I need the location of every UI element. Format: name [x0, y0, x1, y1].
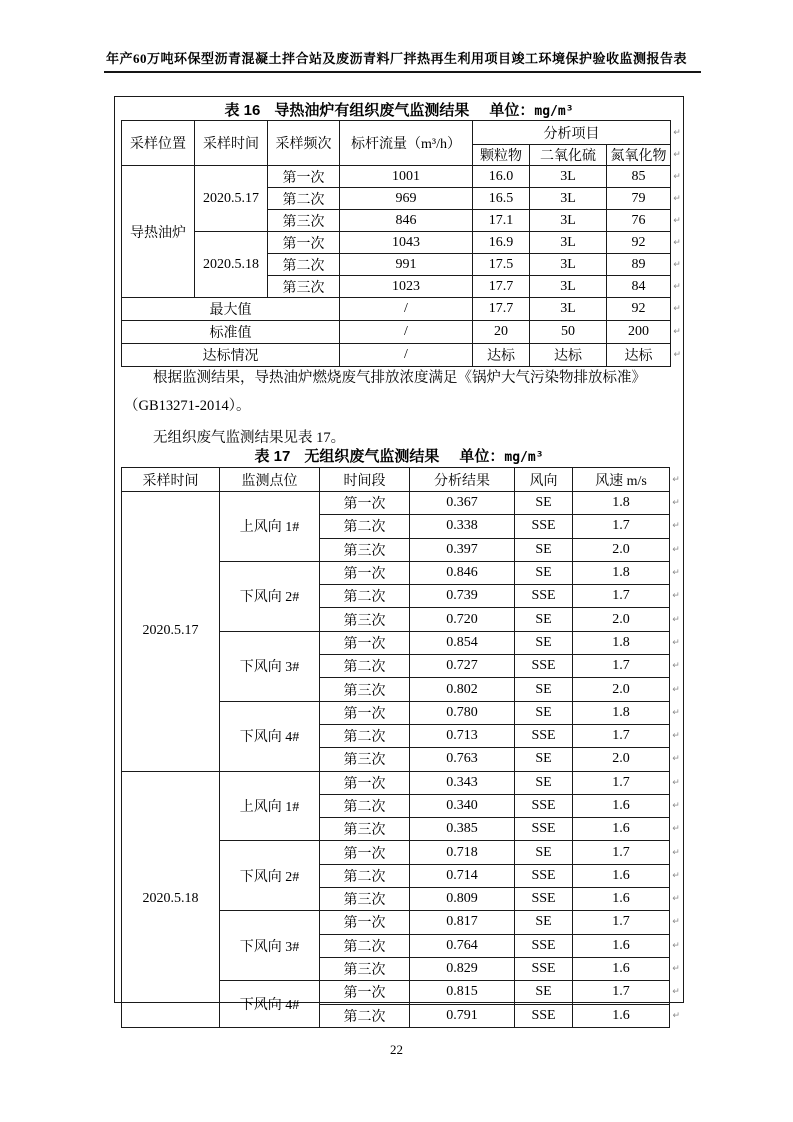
so2-value-cell: 3L: [530, 276, 607, 298]
result-cell: 0.713: [410, 724, 515, 747]
pilcrow-mark: ↵: [672, 870, 680, 881]
so2-value-cell: 3L: [530, 232, 607, 254]
period-cell: 第二次: [320, 1004, 410, 1027]
pilcrow-mark: ↵: [672, 754, 680, 765]
pilcrow-mark: ↵: [673, 171, 681, 182]
frequency-cell: 第一次: [268, 232, 340, 254]
pilcrow-mark: ↵: [673, 350, 682, 360]
result-cell: 0.397: [410, 538, 515, 561]
result-cell: 0.718: [410, 841, 515, 864]
table-row: [122, 166, 684, 188]
sampling-date-cell: 2020.5.17: [195, 166, 268, 232]
wind-direction-cell: SE: [515, 561, 573, 584]
wind-direction-cell: SE: [515, 608, 573, 631]
sampling-location-cell: 导热油炉: [122, 166, 195, 298]
table16-caption-prefix: 表 16: [224, 102, 261, 119]
t17-header-wind-direction: 风向: [515, 468, 573, 492]
fugitive-emission-table: [121, 467, 683, 1028]
result-cell: 0.720: [410, 608, 515, 631]
table-row: [122, 771, 683, 794]
monitoring-point-cell: 下风向 4#: [220, 981, 320, 1028]
pilcrow-mark: ↵: [673, 150, 681, 160]
wind-direction-cell: SE: [515, 631, 573, 654]
period-cell: 第一次: [320, 492, 410, 515]
wind-speed-cell: 1.8: [573, 701, 670, 724]
pm-value-cell: 16.5: [473, 188, 530, 210]
frequency-cell: 第三次: [268, 210, 340, 232]
result-cell: 0.385: [410, 818, 515, 841]
table16-caption-title: 导热油炉有组织废气监测结果: [274, 102, 470, 119]
wind-speed-cell: 2.0: [573, 748, 670, 771]
table-row: [122, 232, 684, 254]
organized-emission-table: [121, 120, 684, 367]
table17-caption-title: 无组织废气监测结果: [304, 448, 440, 465]
so2-value-cell: 50: [530, 321, 607, 344]
result-cell: 0.343: [410, 771, 515, 794]
pilcrow-mark: ↵: [672, 917, 680, 928]
pilcrow-mark: ↵: [672, 637, 680, 648]
t17-header-period: 时间段: [320, 468, 410, 492]
frequency-cell: 第三次: [268, 276, 340, 298]
paragraph-table17-ref: 无组织废气监测结果见表 17。: [153, 430, 346, 446]
nox-value-cell: 92: [607, 232, 671, 254]
pilcrow-mark: ↵: [672, 521, 680, 532]
summary-row: [122, 298, 684, 321]
wind-speed-cell: 1.6: [573, 957, 670, 980]
monitoring-point-cell: 下风向 4#: [220, 701, 320, 771]
monitoring-point-cell: 上风向 1#: [220, 771, 320, 841]
result-cell: 0.854: [410, 631, 515, 654]
wind-speed-cell: 1.6: [573, 794, 670, 817]
flow-cell: /: [340, 321, 473, 344]
result-cell: 0.802: [410, 678, 515, 701]
pilcrow-mark: ↵: [672, 824, 680, 835]
table16-unit-value: mg/m³: [534, 104, 574, 119]
nox-value-cell: 200: [607, 321, 671, 344]
wind-speed-cell: 1.6: [573, 888, 670, 911]
pilcrow-mark: ↵: [672, 591, 680, 602]
pm-value-cell: 17.1: [473, 210, 530, 232]
t16-header-particulate: 颗粒物: [473, 145, 530, 166]
result-cell: 0.727: [410, 655, 515, 678]
period-cell: 第二次: [320, 794, 410, 817]
so2-value-cell: 3L: [530, 210, 607, 232]
pilcrow-mark: ↵: [673, 215, 681, 226]
summary-row: [122, 321, 684, 344]
frequency-cell: 第二次: [268, 254, 340, 276]
frequency-cell: 第一次: [268, 166, 340, 188]
pilcrow-mark: ↵: [672, 1010, 681, 1021]
pilcrow-mark: ↵: [672, 544, 680, 555]
period-cell: 第一次: [320, 561, 410, 584]
result-cell: 0.791: [410, 1004, 515, 1027]
result-cell: 0.764: [410, 934, 515, 957]
wind-direction-cell: SSE: [515, 888, 573, 911]
wind-speed-cell: 1.7: [573, 981, 670, 1004]
pm-value-cell: 16.0: [473, 166, 530, 188]
result-cell: 0.714: [410, 864, 515, 887]
period-cell: 第一次: [320, 841, 410, 864]
so2-value-cell: 达标: [530, 344, 607, 367]
pilcrow-mark: ↵: [672, 940, 680, 951]
so2-value-cell: 3L: [530, 254, 607, 276]
period-cell: 第二次: [320, 515, 410, 538]
pilcrow-mark: ↵: [672, 707, 680, 718]
t17-header-sampling-time: 采样时间: [122, 468, 220, 492]
wind-direction-cell: SSE: [515, 1004, 573, 1027]
paragraph-conclusion-line1: 根据监测结果，导热油炉燃烧废气排放浓度满足《锅炉大气污染物排放标准》: [153, 370, 646, 386]
frequency-cell: 第二次: [268, 188, 340, 210]
wind-direction-cell: SE: [515, 678, 573, 701]
wind-speed-cell: 2.0: [573, 538, 670, 561]
period-cell: 第二次: [320, 934, 410, 957]
wind-speed-cell: 1.6: [573, 1004, 670, 1027]
nox-value-cell: 85: [607, 166, 671, 188]
pilcrow-mark: ↵: [672, 964, 680, 975]
period-cell: 第一次: [320, 981, 410, 1004]
result-cell: 0.809: [410, 888, 515, 911]
pilcrow-mark: ↵: [673, 193, 681, 204]
table16-caption: [114, 99, 684, 120]
result-cell: 0.780: [410, 701, 515, 724]
flow-cell: 846: [340, 210, 473, 232]
wind-speed-cell: 1.7: [573, 515, 670, 538]
wind-direction-cell: SSE: [515, 818, 573, 841]
period-cell: 第三次: [320, 818, 410, 841]
table-row: [122, 492, 683, 515]
t17-header-wind-speed: 风速 m/s: [573, 468, 670, 492]
table17-unit-value: mg/m³: [504, 450, 544, 465]
wind-direction-cell: SE: [515, 771, 573, 794]
wind-speed-cell: 2.0: [573, 608, 670, 631]
nox-value-cell: 84: [607, 276, 671, 298]
wind-speed-cell: 1.7: [573, 655, 670, 678]
nox-value-cell: 76: [607, 210, 671, 232]
t16-header-sampling-location: 采样位置: [122, 121, 195, 166]
wind-speed-cell: 1.7: [573, 771, 670, 794]
paragraph-conclusion-line2: （GB13271-2014）。: [124, 398, 251, 414]
result-cell: 0.829: [410, 957, 515, 980]
t16-header-flow: 标杆流量（m³/h）: [340, 121, 473, 166]
wind-direction-cell: SE: [515, 701, 573, 724]
result-cell: 0.739: [410, 585, 515, 608]
period-cell: 第二次: [320, 864, 410, 887]
period-cell: 第三次: [320, 608, 410, 631]
wind-speed-cell: 1.8: [573, 561, 670, 584]
summary-label-cell: 最大值: [122, 298, 340, 321]
wind-direction-cell: SSE: [515, 585, 573, 608]
nox-value-cell: 89: [607, 254, 671, 276]
nox-value-cell: 92: [607, 298, 671, 321]
result-cell: 0.763: [410, 748, 515, 771]
monitoring-point-cell: 下风向 2#: [220, 841, 320, 911]
pilcrow-mark: ↵: [672, 661, 680, 672]
table16-unit-label: 单位：: [489, 102, 535, 119]
wind-speed-cell: 2.0: [573, 678, 670, 701]
pilcrow-mark: ↵: [673, 237, 681, 248]
table17-caption-prefix: 表 17: [254, 448, 291, 465]
wind-direction-cell: SE: [515, 911, 573, 934]
result-cell: 0.815: [410, 981, 515, 1004]
sampling-date-cell: 2020.5.17: [122, 492, 220, 772]
wind-direction-cell: SSE: [515, 794, 573, 817]
wind-speed-cell: 1.7: [573, 841, 670, 864]
wind-direction-cell: SSE: [515, 655, 573, 678]
so2-value-cell: 3L: [530, 188, 607, 210]
page-header: 年产60万吨环保型沥青混凝土拌合站及废沥青料厂拌热再生利用项目竣工环境保护验收监测报告表: [105, 51, 687, 66]
flow-cell: 991: [340, 254, 473, 276]
pm-value-cell: 20: [473, 321, 530, 344]
page-number: 22: [390, 1042, 403, 1057]
wind-direction-cell: SE: [515, 841, 573, 864]
wind-speed-cell: 1.8: [573, 492, 670, 515]
result-cell: 0.338: [410, 515, 515, 538]
pilcrow-mark: ↵: [672, 498, 680, 509]
pilcrow-mark: ↵: [673, 281, 681, 292]
period-cell: 第二次: [320, 585, 410, 608]
result-cell: 0.817: [410, 911, 515, 934]
wind-speed-cell: 1.7: [573, 724, 670, 747]
wind-direction-cell: SE: [515, 492, 573, 515]
period-cell: 第二次: [320, 655, 410, 678]
wind-direction-cell: SE: [515, 538, 573, 561]
sampling-date-cell: 2020.5.18: [122, 771, 220, 1027]
pilcrow-mark: ↵: [672, 731, 680, 742]
t16-header-sampling-time: 采样时间: [195, 121, 268, 166]
so2-value-cell: 3L: [530, 298, 607, 321]
period-cell: 第一次: [320, 631, 410, 654]
pilcrow-mark: ↵: [672, 987, 680, 998]
pilcrow-mark: ↵: [673, 327, 681, 337]
wind-speed-cell: 1.6: [573, 864, 670, 887]
pm-value-cell: 16.9: [473, 232, 530, 254]
pilcrow-mark: ↵: [672, 801, 680, 811]
wind-direction-cell: SSE: [515, 515, 573, 538]
t17-header-monitoring-point: 监测点位: [220, 468, 320, 492]
pm-value-cell: 17.5: [473, 254, 530, 276]
flow-cell: 969: [340, 188, 473, 210]
t17-header-result: 分析结果: [410, 468, 515, 492]
wind-direction-cell: SSE: [515, 724, 573, 747]
sampling-date-cell: 2020.5.18: [195, 232, 268, 298]
pm-value-cell: 17.7: [473, 276, 530, 298]
period-cell: 第一次: [320, 911, 410, 934]
flow-cell: /: [340, 298, 473, 321]
pilcrow-mark: ↵: [672, 614, 680, 625]
monitoring-point-cell: 下风向 3#: [220, 911, 320, 981]
result-cell: 0.340: [410, 794, 515, 817]
pilcrow-mark: ↵: [672, 568, 680, 579]
wind-direction-cell: SE: [515, 748, 573, 771]
wind-direction-cell: SSE: [515, 864, 573, 887]
monitoring-point-cell: 下风向 3#: [220, 631, 320, 701]
pilcrow-mark: ↵: [672, 847, 680, 858]
wind-speed-cell: 1.7: [573, 911, 670, 934]
result-cell: 0.846: [410, 561, 515, 584]
period-cell: 第三次: [320, 957, 410, 980]
table17-caption: [114, 445, 684, 466]
period-cell: 第一次: [320, 771, 410, 794]
t16-header-sampling-frequency: 采样频次: [268, 121, 340, 166]
period-cell: 第二次: [320, 724, 410, 747]
period-cell: 第一次: [320, 701, 410, 724]
flow-cell: /: [340, 344, 473, 367]
flow-cell: 1043: [340, 232, 473, 254]
monitoring-point-cell: 下风向 2#: [220, 561, 320, 631]
wind-direction-cell: SE: [515, 981, 573, 1004]
nox-value-cell: 79: [607, 188, 671, 210]
header-rule: [104, 71, 701, 73]
wind-speed-cell: 1.8: [573, 631, 670, 654]
t16-header-nox: 氮氧化物: [607, 145, 671, 166]
pilcrow-mark: ↵: [673, 259, 681, 270]
pilcrow-mark: ↵: [673, 127, 681, 138]
pilcrow-mark: ↵: [672, 777, 680, 788]
pm-value-cell: 17.7: [473, 298, 530, 321]
flow-cell: 1023: [340, 276, 473, 298]
t16-header-so2: 二氧化硫: [530, 145, 607, 166]
body-text: [124, 364, 676, 452]
wind-direction-cell: SSE: [515, 934, 573, 957]
pilcrow-mark: ↵: [673, 304, 681, 314]
pm-value-cell: 达标: [473, 344, 530, 367]
pilcrow-mark: ↵: [672, 894, 680, 905]
so2-value-cell: 3L: [530, 166, 607, 188]
period-cell: 第三次: [320, 678, 410, 701]
summary-label-cell: 标准值: [122, 321, 340, 344]
table17-unit-label: 单位：: [459, 448, 505, 465]
wind-direction-cell: SSE: [515, 957, 573, 980]
wind-speed-cell: 1.6: [573, 934, 670, 957]
period-cell: 第三次: [320, 888, 410, 911]
result-cell: 0.367: [410, 492, 515, 515]
period-cell: 第三次: [320, 748, 410, 771]
period-cell: 第三次: [320, 538, 410, 561]
t16-header-analysis-items: 分析项目: [473, 121, 671, 145]
wind-speed-cell: 1.6: [573, 818, 670, 841]
summary-label-cell: 达标情况: [122, 344, 340, 367]
pilcrow-mark: ↵: [672, 684, 680, 695]
pilcrow-mark: ↵: [672, 474, 680, 485]
monitoring-point-cell: 上风向 1#: [220, 492, 320, 562]
flow-cell: 1001: [340, 166, 473, 188]
nox-value-cell: 达标: [607, 344, 671, 367]
wind-speed-cell: 1.7: [573, 585, 670, 608]
